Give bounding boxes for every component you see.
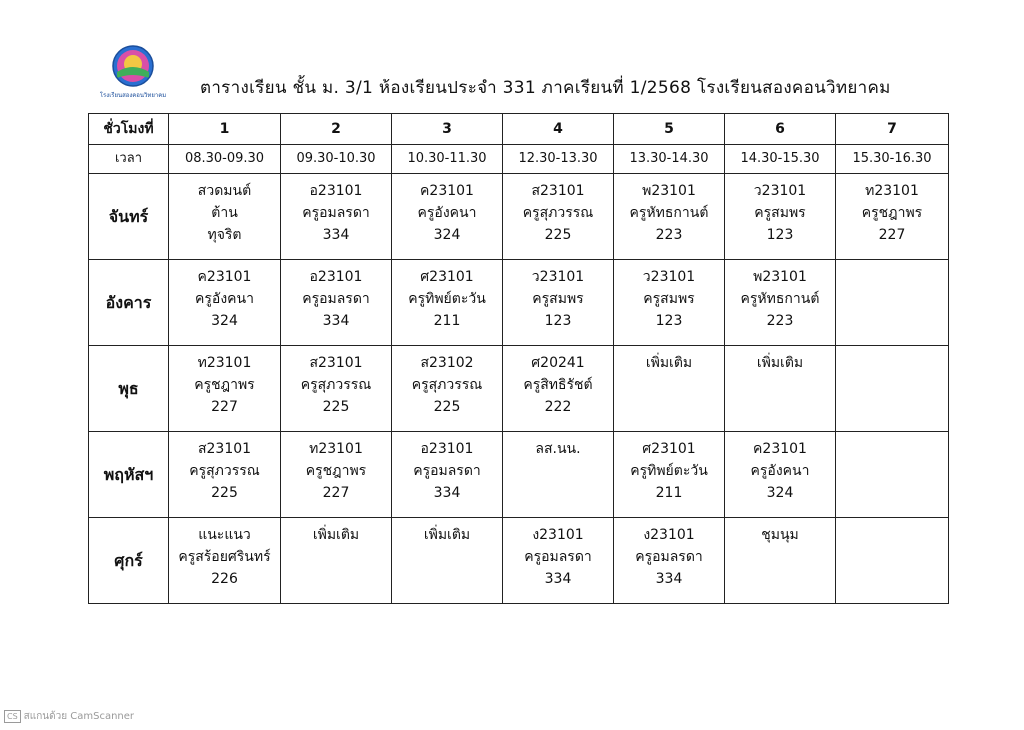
subject-code: ศ20241: [531, 355, 585, 371]
schedule-cell: [503, 174, 614, 260]
period-time-5: 13.30-14.30: [614, 145, 725, 174]
period-header-label: ชั่วโมงที่: [89, 114, 169, 145]
teacher-name: ครูอมลรดา: [302, 291, 370, 307]
schedule-cell: [836, 174, 949, 260]
subject-code: พ23101: [753, 269, 807, 285]
room-number: ทุจริต: [207, 227, 242, 243]
schedule-table: [88, 113, 949, 604]
room-number: 225: [433, 399, 461, 415]
teacher-name: ครูสุภวรรณ: [411, 377, 483, 393]
day-name: อังคาร: [89, 260, 169, 346]
teacher-name: ครูชฎาพร: [861, 205, 923, 221]
schedule-cell: [503, 518, 614, 604]
period-time-2: 09.30-10.30: [281, 145, 392, 174]
teacher-name: ครูหัทธกานต์: [629, 205, 709, 221]
activity: เพิ่มเติม: [423, 527, 471, 543]
room-number: 211: [433, 313, 461, 329]
school-logo: [99, 42, 167, 104]
room-number: 223: [655, 227, 683, 243]
teacher-name: ครูอมลรดา: [413, 463, 481, 479]
schedule-cell: [281, 432, 392, 518]
teacher-name: ครูหัทธกานต์: [740, 291, 820, 307]
period-time-7: 15.30-16.30: [836, 145, 949, 174]
time-row: [89, 145, 949, 174]
room-number: 223: [766, 313, 794, 329]
period-number-5: 5: [614, 114, 725, 145]
day-row: [89, 260, 949, 346]
teacher-name: ครูอังคนา: [195, 291, 254, 307]
teacher-name: ครูชฎาพร: [305, 463, 367, 479]
schedule-cell: [836, 518, 949, 604]
activity: เพิ่มเติม: [756, 355, 804, 371]
schedule-cell: [281, 346, 392, 432]
schedule-cell: [392, 260, 503, 346]
teacher-name: ครูสิทธิรัชต์: [523, 377, 593, 393]
room-number: 123: [655, 313, 683, 329]
period-number-7: 7: [836, 114, 949, 145]
teacher-name: ครูสร้อยศรินทร์: [178, 549, 271, 565]
schedule-cell: [614, 432, 725, 518]
teacher-name: ครูสมพร: [532, 291, 584, 307]
room-number: 225: [544, 227, 572, 243]
schedule-cell: [614, 518, 725, 604]
subject-code: ง23101: [532, 527, 584, 543]
camscanner-text: สแกนด้วย CamScanner: [23, 711, 135, 722]
activity: ลส.นน.: [535, 441, 581, 457]
subject-code: ศ23101: [642, 441, 696, 457]
room-number: 334: [322, 227, 350, 243]
teacher-name: ครูสมพร: [754, 205, 806, 221]
subject-code: อ23101: [420, 441, 474, 457]
subject-code: ว23101: [642, 269, 696, 285]
schedule-cell: [169, 260, 281, 346]
room-number: 222: [544, 399, 572, 415]
room-number: 211: [655, 485, 683, 501]
teacher-name: ครูสุภวรรณ: [300, 377, 372, 393]
schedule-cell: [281, 174, 392, 260]
teacher-name: ครูทิพย์ตะวัน: [630, 463, 708, 479]
schedule-cell: [169, 518, 281, 604]
period-time-1: 08.30-09.30: [169, 145, 281, 174]
schedule-cell: [725, 174, 836, 260]
schedule-cell: [169, 174, 281, 260]
day-row: [89, 174, 949, 260]
subject-code: พ23101: [642, 183, 696, 199]
room-number: 227: [322, 485, 350, 501]
schedule-cell: [503, 346, 614, 432]
subject-code: ส23101: [309, 355, 363, 371]
room-number: 334: [655, 571, 683, 587]
time-header-label: เวลา: [89, 145, 169, 174]
period-time-6: 14.30-15.30: [725, 145, 836, 174]
subject-code: ว23101: [753, 183, 807, 199]
subject-code: อ23101: [309, 269, 363, 285]
day-row: [89, 518, 949, 604]
subject-code: ส23101: [197, 441, 252, 457]
subject-code: ค23101: [197, 269, 252, 285]
activity: เพิ่มเติม: [312, 527, 360, 543]
schedule-cell: [725, 518, 836, 604]
subject-code: ท23101: [309, 441, 363, 457]
period-time-3: 10.30-11.30: [392, 145, 503, 174]
room-number: 334: [322, 313, 350, 329]
room-number: 226: [211, 571, 238, 587]
day-name: พฤหัสฯ: [89, 432, 169, 518]
teacher-name: ครูสุภวรรณ: [522, 205, 594, 221]
schedule-cell: [614, 174, 725, 260]
schedule-cell: [169, 432, 281, 518]
period-number-2: 2: [281, 114, 392, 145]
school-logo-text: โรงเรียนสองคอนวิทยาคม: [99, 92, 167, 99]
teacher-name: ครูอมลรดา: [302, 205, 370, 221]
period-number-6: 6: [725, 114, 836, 145]
room-number: 334: [544, 571, 572, 587]
room-number: 227: [211, 399, 238, 415]
subject-code: ค23101: [420, 183, 474, 199]
schedule-cell: [725, 346, 836, 432]
subject-code: สวดมนต์: [197, 183, 252, 199]
room-number: 324: [766, 485, 794, 501]
subject-code: ส23101: [531, 183, 585, 199]
schedule-cell: [281, 518, 392, 604]
schedule-cell: [836, 260, 949, 346]
subject-code: ว23101: [531, 269, 585, 285]
period-time-4: 12.30-13.30: [503, 145, 614, 174]
period-number-1: 1: [169, 114, 281, 145]
schedule-cell: [614, 260, 725, 346]
schedule-cell: [392, 432, 503, 518]
day-name: ศุกร์: [89, 518, 169, 604]
schedule-cell: [725, 432, 836, 518]
day-name: พุธ: [89, 346, 169, 432]
teacher-name: ครูสุภวรรณ: [189, 463, 260, 479]
teacher-name: ครูทิพย์ตะวัน: [408, 291, 486, 307]
teacher-name: ต้าน: [211, 205, 238, 221]
schedule-cell: [836, 346, 949, 432]
teacher-name: ครูชฎาพร: [194, 377, 255, 393]
activity: เพิ่มเติม: [645, 355, 693, 371]
teacher-name: ครูอมลรดา: [635, 549, 703, 565]
day-row: [89, 346, 949, 432]
schedule-cell: [836, 432, 949, 518]
schedule-cell: [281, 260, 392, 346]
subject-code: ง23101: [643, 527, 695, 543]
camscanner-badge-icon: CS: [4, 710, 21, 723]
room-number: 334: [433, 485, 461, 501]
schedule-cell: [169, 346, 281, 432]
subject-code: ค23101: [753, 441, 807, 457]
day-row: [89, 432, 949, 518]
teacher-name: ครูอมลรดา: [524, 549, 592, 565]
room-number: 324: [211, 313, 238, 329]
room-number: 123: [766, 227, 794, 243]
subject-code: ศ23101: [420, 269, 474, 285]
room-number: 227: [878, 227, 906, 243]
period-header-row: [89, 114, 949, 145]
teacher-name: ครูอังคนา: [750, 463, 810, 479]
page-title: ตารางเรียน ชั้น ม. 3/1 ห้องเรียนประจำ 331 ภาคเรียนที่ 1/2568 โรงเรียนสองคอนวิทยาคม: [200, 78, 891, 98]
subject-code: ท23101: [197, 355, 252, 371]
schedule-cell: [392, 174, 503, 260]
room-number: 324: [433, 227, 461, 243]
room-number: 225: [211, 485, 238, 501]
room-number: 123: [544, 313, 572, 329]
teacher-name: ครูอังคนา: [417, 205, 477, 221]
period-number-4: 4: [503, 114, 614, 145]
period-number-3: 3: [392, 114, 503, 145]
schedule-cell: [392, 346, 503, 432]
day-name: จันทร์: [89, 174, 169, 260]
subject-code: อ23101: [309, 183, 363, 199]
subject-code: แนะแนว: [198, 527, 251, 543]
schedule-cell: [503, 432, 614, 518]
room-number: 225: [322, 399, 350, 415]
subject-code: ท23101: [865, 183, 919, 199]
teacher-name: ครูสมพร: [643, 291, 695, 307]
schedule-cell: [392, 518, 503, 604]
schedule-cell: [503, 260, 614, 346]
schedule-cell: [725, 260, 836, 346]
schedule-cell: [614, 346, 725, 432]
activity: ชุมนุม: [761, 527, 799, 543]
camscanner-watermark: [4, 709, 134, 724]
subject-code: ส23102: [420, 355, 474, 371]
